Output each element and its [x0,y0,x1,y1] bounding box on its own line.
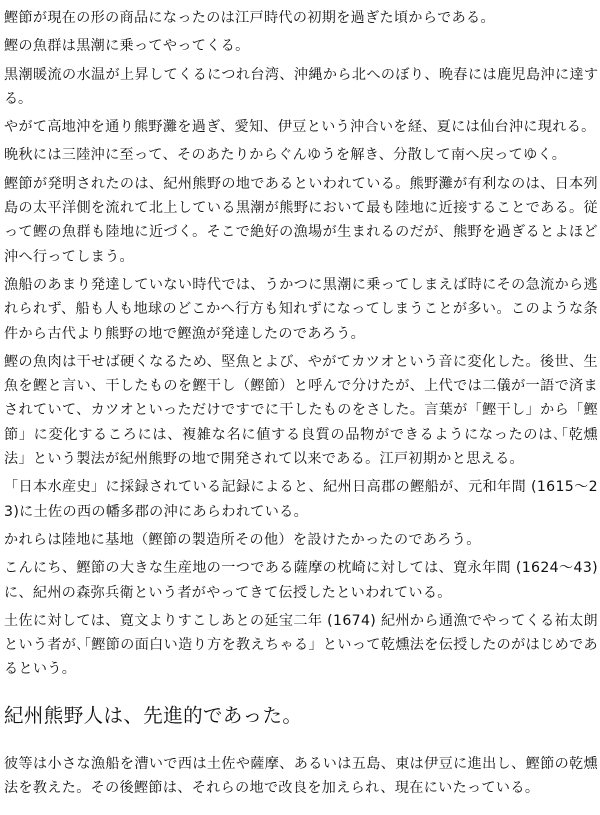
paragraph-makurazaki: こんにち、鰹節の大きな生産地の一つである薩摩の枕崎に対しては、寛永年間 (1624〜43)に、紀州の森弥兵衛という者がやってきて伝授したといわれている。 [4,560,598,601]
paragraph-spread: 彼等は小さな漁船を漕いで西は土佐や薩摩、あるいは五島、東は伊豆に進出し、鰹節の乾燻法を教えた。その後鰹節は、それらの地で改良を加えられ、現在にいたっている。 [4,755,598,797]
paragraph-base-on-land: かれらは陸地に基地（鰹節の製造所その他）を設けたかったのであろう。 [4,531,481,548]
paragraph-suisan-record: 「日本水産史」に採録されている記録によると、紀州日高郡の鰹船が、元和年間 (1615〜23)に土佐の西の幡多郡の沖にあらわれている。 [4,479,598,520]
paragraph-katsuo-etymology: 鰹の魚肉は干せば硬くなるため、堅魚とよび、やがてカツオという音に変化した。後世、生魚を鰹と言い、干したものを鰹干し（鰹節）と呼んで分けたが、上代では二儀が一語で済まされていて、カツオといっただけですでに干したものをさした。言葉が「鰹干し」から「鰹節」に変化するころには、複雑な名に値する良質の品物ができるようになったのは､｢乾燻法」という製法が紀州熊野の地で開発されて以来である。江戸初期かと思える。 [4,353,598,468]
paragraph-migration-autumn: 晩秋には三陸沖に至って、そのあたりからぐんゆうを解き、分散して南へ戻ってゆく。 [4,147,567,164]
paragraph-kuroshio: 鰹の魚群は黒潮に乗ってやってくる。 [4,38,250,55]
paragraph-fishing-boats: 漁船のあまり発達していない時代では、うかつに黒潮に乗ってしまえば時にその急流から逃れられず、船も人も地球のどこかへ行方も知れずになってしまうことが多い。このような条件から古代より熊野の地で鰹漁が発達したのであろう。 [4,276,598,342]
paragraph-migration-summer: やがて高地沖を通り熊野灘を過ぎ、愛知、伊豆という沖合いを経、夏には仙台沖に現れる。 [4,119,596,136]
paragraph-migration-north: 黒潮暖流の水温が上昇してくるにつれ台湾、沖縄から北へのぼり、晩春には鹿児島沖に達する。 [4,66,598,107]
paragraph-tosa: 土佐に対しては、寛文よりすこしあとの延宝二年 (1674) 紀州から通漁でやってくる祐太朗という者が､｢鰹節の面白い造り方を教えちゃる」といって乾燻法を伝授したのがはじめであるという。 [4,612,598,678]
paragraph-edo-origin: 鰹節が現在の形の商品になったのは江戸時代の初期を過ぎた頃からである。 [4,10,495,26]
paragraph-kumano-invention: 鰹節が発明されたのは、紀州熊野の地であるといわれている。熊野灘が有利なのは、日本列島の太平洋側を流れて北上している黒潮が熊野において最も陸地に近接することである。従って鰹の魚群も陸地に近づく。そこで絶好の漁場が生まれるのだが、熊野を過ぎるとよほど沖へ行ってしまう。 [4,175,598,265]
section-heading: 紀州熊野人は、先進的であった。 [4,703,303,727]
